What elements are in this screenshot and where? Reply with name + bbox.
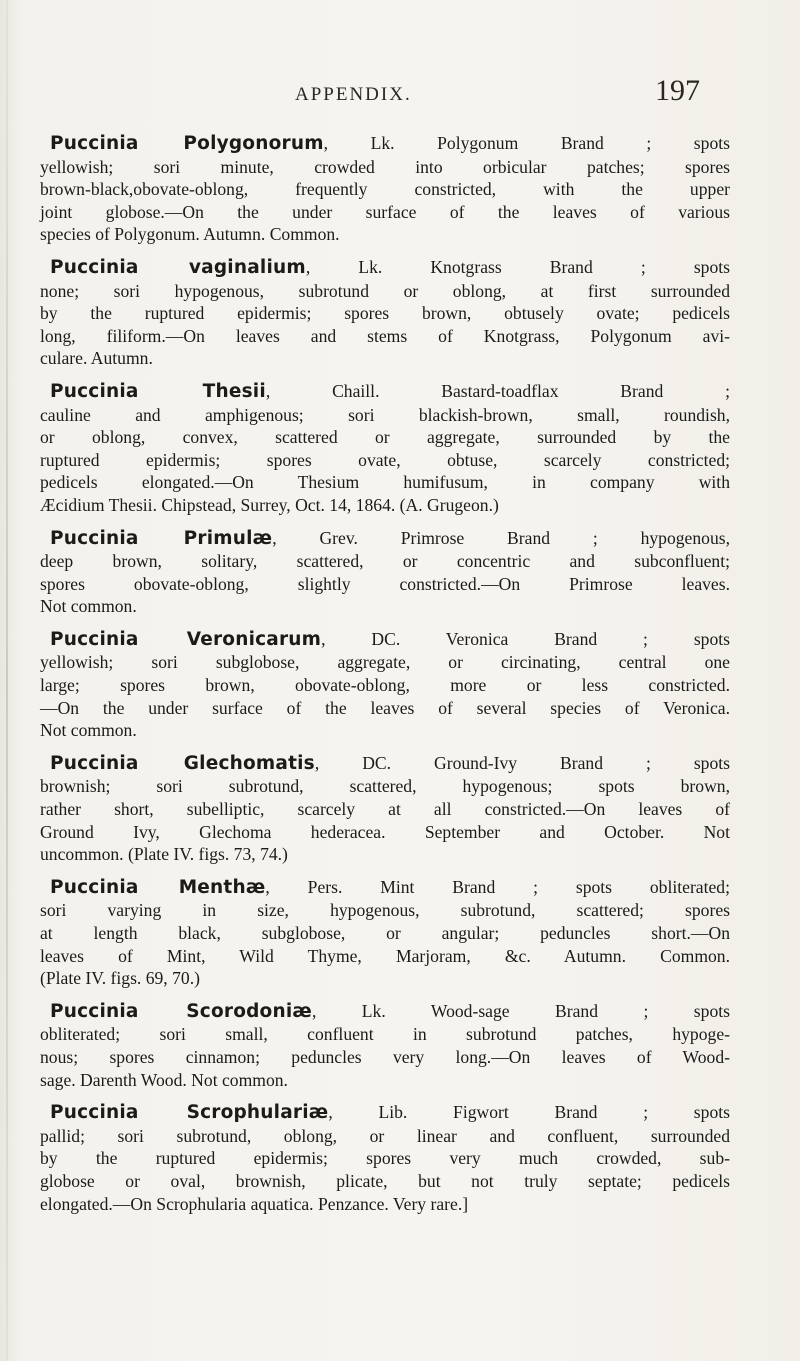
text-line: sori varying in size, hypogenous, subrotund, scattered; spores [40,900,730,921]
running-head [40,70,700,110]
text-line: Puccinia Scorodoniæ, Lk. Wood-sage Brand ; spots [50,1000,730,1022]
text-line: or oblong, convex, scattered or aggregate, surrounded by the [40,427,730,448]
species-name: Puccinia vaginalium [50,256,306,278]
entry-puccinia-primulae [40,527,730,618]
species-name: Puccinia Veronicarum [50,628,322,650]
text-line: Puccinia Menthæ, Pers. Mint Brand ; spots obliterated; [50,876,730,898]
text-line: large; spores brown, obovate-oblong, more or less constricted. [40,675,730,696]
species-name: Puccinia Thesii [50,380,266,402]
text-line: nous; spores cinnamon; peduncles very long.—On leaves of Wood- [40,1046,730,1067]
text-line: by the ruptured epidermis; spores brown, obtusely ovate; pedicels [40,303,730,324]
text-line: leaves of Mint, Wild Thyme, Marjoram, &c. Autumn. Common. [40,945,730,966]
running-head-title: APPENDIX. [295,84,412,105]
text-line: globose or oval, brownish, plicate, but not truly septate; pedicels [40,1170,730,1191]
text-line: spores obovate-oblong, slightly constricted.—On Primrose leaves. [40,573,730,594]
text-line: Puccinia vaginalium, Lk. Knotgrass Brand ; spots [50,256,730,278]
text-line: cauline and amphigenous; sori blackish-brown, small, roundish, [40,404,730,425]
text-line: yellowish; sori minute, crowded into orbicular patches; spores [40,156,730,177]
text-line: ruptured epidermis; spores ovate, obtuse, scarcely constricted; [40,449,730,470]
text-line: pedicels elongated.—On Thesium humifusum, in company with [40,472,730,493]
text-line: brown-black,obovate-oblong, frequently constricted, with the upper [40,179,730,200]
text-line: rather short, subelliptic, scarcely at all constricted.—On leaves of [40,799,730,820]
text-line: sage. Darenth Wood. Not common. [40,1069,288,1090]
text-line: culare. Autumn. [40,348,153,369]
text-line: joint globose.—On the under surface of the leaves of various [40,201,730,222]
text-line: at length black, subglobose, or angular; peduncles short.—On [40,923,730,943]
species-name: Puccinia Polygonorum [50,133,324,154]
text-line: Ground Ivy, Glechoma hederacea. September and October. Not [40,821,730,842]
text-line: Puccinia Primulæ, Grev. Primrose Brand ; hypogenous, [50,527,730,549]
text-line: Puccinia Thesii, Chaill. Bastard-toadflax Brand ; [50,380,730,402]
page-number: 197 [655,74,700,107]
text-line: (Plate IV. figs. 69, 70.) [40,968,200,989]
text-line: Puccinia Scrophulariæ, Lib. Figwort Brand ; spots [50,1102,730,1124]
text-line: Puccinia Glechomatis, DC. Ground-Ivy Brand ; spots [50,752,730,774]
text-line: Not common. [40,720,137,741]
page-body [40,132,730,1225]
entry-puccinia-menthae [40,876,730,990]
species-name: Puccinia Scorodoniæ [50,1000,312,1022]
text-line: pallid; sori subrotund, oblong, or linear and confluent, surrounded [40,1125,730,1146]
entry-puccinia-thesii [40,380,730,517]
gutter-shadow [6,0,8,1361]
entry-puccinia-scorodoniae [40,1000,730,1091]
entry-puccinia-glechomatis [40,752,730,866]
text-line: species of Polygonum. Autumn. Common. [40,224,340,245]
text-line: none; sori hypogenous, subrotund or oblong, at first surrounded [40,280,730,301]
text-line: elongated.—On Scrophularia aquatica. Penzance. Very rare.] [40,1193,469,1214]
species-name: Puccinia Menthæ [50,876,266,898]
text-line: by the ruptured epidermis; spores very much crowded, sub- [40,1148,730,1169]
text-line: obliterated; sori small, confluent in subrotund patches, hypoge- [40,1024,730,1045]
entry-puccinia-vaginalium [40,256,730,370]
text-line: uncommon. (Plate IV. figs. 73, 74.) [40,844,288,865]
entry-puccinia-veronicarum [40,628,730,742]
text-line: yellowish; sori subglobose, aggregate, or circinating, central one [40,652,730,673]
entry-puccinia-polygonorum [40,132,730,246]
species-name: Puccinia Scrophulariæ [50,1102,329,1124]
text-line: Not common. [40,596,137,617]
text-line: Puccinia Veronicarum, DC. Veronica Brand ; spots [50,628,730,650]
text-line: long, filiform.—On leaves and stems of Knotgrass, Polygonum avi- [40,325,730,346]
text-line: Puccinia Polygonorum, Lk. Polygonum Brand ; spots [50,133,730,154]
species-name: Puccinia Primulæ [50,527,273,549]
text-line: brownish; sori subrotund, scattered, hypogenous; spots brown, [40,776,730,797]
entry-puccinia-scrophulariae [40,1101,730,1215]
text-line: —On the under surface of the leaves of several species of Veronica. [40,697,730,718]
text-line: Æcidium Thesii. Chipstead, Surrey, Oct. 14, 1864. (A. Grugeon.) [40,494,499,515]
text-line: deep brown, solitary, scattered, or concentric and subconfluent; [40,551,730,572]
species-name: Puccinia Glechomatis [50,752,315,774]
